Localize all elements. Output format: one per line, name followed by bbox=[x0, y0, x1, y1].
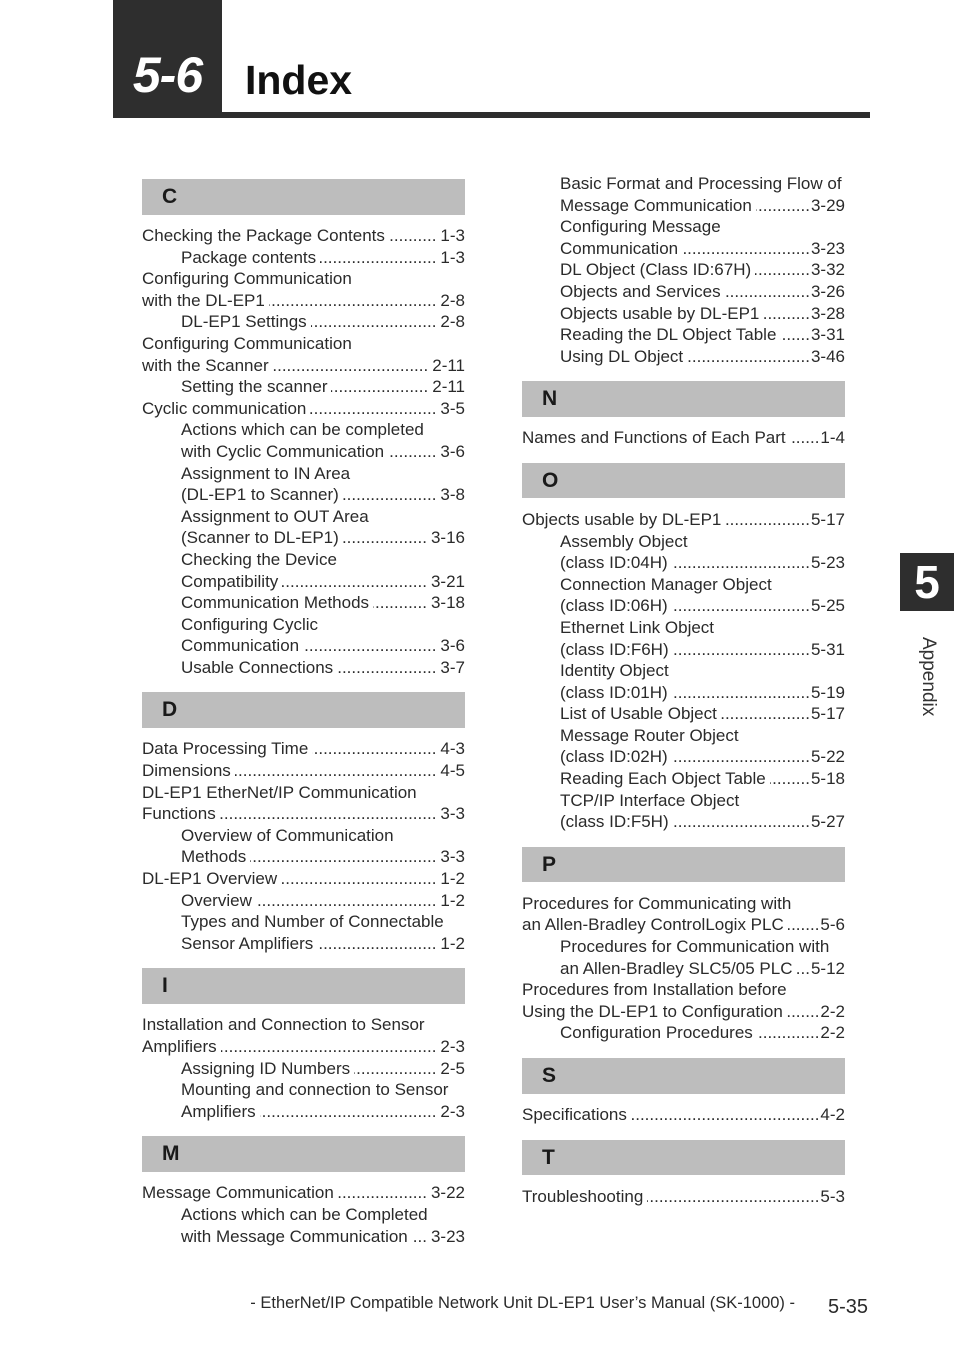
index-entry-page: 2-2 bbox=[820, 1001, 845, 1021]
index-subentry bbox=[522, 324, 845, 346]
index-entry bbox=[142, 868, 465, 890]
index-entry-page: 1-2 bbox=[440, 869, 465, 889]
index-entry-label: Using the DL-EP1 to Configuration bbox=[522, 1001, 783, 1021]
index-entry bbox=[142, 355, 465, 377]
index-entry-label: with the Scanner bbox=[142, 355, 269, 375]
section-letter-band bbox=[522, 847, 845, 883]
index-entry-label: DL-EP1 Settings bbox=[181, 312, 307, 332]
footer-page-number: 5-35 bbox=[828, 1296, 869, 1318]
index-subentry bbox=[522, 531, 845, 553]
dot-leader bbox=[310, 398, 436, 420]
index-entry-page: 3-29 bbox=[810, 195, 845, 215]
index-entry-label: Assignment to OUT Area bbox=[181, 506, 369, 526]
index-entry-label: an Allen-Bradley SLC5/05 PLC bbox=[560, 958, 793, 978]
index-subentry bbox=[142, 1058, 465, 1080]
index-subentry bbox=[142, 463, 465, 485]
index-entry-page: 1-3 bbox=[440, 226, 465, 245]
index-entry-page: 2-3 bbox=[440, 1037, 465, 1056]
index-entry-page: 5-18 bbox=[810, 769, 845, 789]
section-letter: P bbox=[542, 852, 557, 876]
index-entry-label: Procedures for Communicating with bbox=[522, 893, 792, 913]
index-entry-page: 5-22 bbox=[810, 747, 845, 767]
index-entry-page: 2-3 bbox=[440, 1101, 465, 1121]
index-entry-label: Overview of Communication bbox=[181, 825, 394, 845]
index-entry-label: List of Usable Object bbox=[560, 704, 717, 724]
index-entry-page: 3-8 bbox=[440, 485, 465, 505]
index-entry-page: 3-26 bbox=[810, 281, 845, 301]
index-entry bbox=[142, 1014, 465, 1036]
dot-leader bbox=[388, 441, 436, 463]
index-entry-label: Package contents bbox=[181, 247, 317, 267]
dot-leader bbox=[282, 571, 427, 593]
chapter-number: 5 bbox=[914, 556, 940, 608]
index-entry-page: 2-2 bbox=[820, 1023, 845, 1043]
dot-leader bbox=[311, 311, 437, 333]
dot-leader bbox=[780, 324, 810, 346]
index-subentry bbox=[142, 1101, 465, 1123]
index-entry-label: Configuring Communication bbox=[142, 269, 352, 289]
dot-leader bbox=[763, 303, 810, 325]
index-entry-label: Configuration Procedures bbox=[560, 1023, 753, 1043]
dot-leader bbox=[787, 1001, 820, 1023]
index-entry bbox=[142, 803, 465, 825]
index-subentry bbox=[142, 549, 465, 571]
index-entry-label: with the DL-EP1 bbox=[142, 290, 265, 310]
index-entry-label: with Cyclic Communication bbox=[181, 441, 385, 461]
index-group-i bbox=[142, 968, 465, 1122]
dot-leader bbox=[672, 746, 810, 768]
dot-leader bbox=[756, 195, 810, 217]
index-entry-page: 2-11 bbox=[432, 377, 465, 397]
index-entry-label: Cyclic communication bbox=[142, 398, 307, 418]
index-subentry bbox=[142, 1226, 465, 1248]
index-group-o bbox=[522, 463, 845, 833]
index-entry-label: (Scanner to DL-EP1) bbox=[181, 528, 339, 548]
dot-leader bbox=[312, 738, 436, 760]
index-entry-page: 3-6 bbox=[440, 636, 465, 656]
index-entry-label: Configuring Cyclic bbox=[181, 614, 318, 634]
index-entry-label: (class ID:02H) bbox=[560, 747, 668, 767]
index-entry-label: Assigning ID Numbers bbox=[181, 1058, 351, 1078]
index-entry-label: Communication bbox=[181, 636, 300, 656]
index-entry-label: Actions which can be completed bbox=[181, 420, 424, 440]
index-subentry bbox=[522, 216, 845, 238]
index-subentry bbox=[142, 933, 465, 955]
index-entry-label: Dimensions bbox=[142, 761, 231, 781]
index-entry-label: (class ID:F5H) bbox=[560, 812, 669, 832]
index-entry-label: (class ID:01H) bbox=[560, 682, 668, 702]
index-right-column bbox=[522, 173, 845, 1207]
dot-leader bbox=[256, 890, 437, 912]
index-entry-page: 4-2 bbox=[820, 1105, 845, 1124]
index-group-m bbox=[142, 1136, 465, 1247]
section-number: 5-6 bbox=[132, 47, 203, 103]
index-subentry bbox=[142, 657, 465, 679]
dot-leader bbox=[672, 595, 810, 617]
index-entry-label: Reading the DL Object Table bbox=[560, 325, 777, 345]
index-entry-label: Communication bbox=[560, 238, 679, 258]
index-entry-page: 5-31 bbox=[810, 639, 845, 659]
index-entry-page: 2-8 bbox=[440, 290, 465, 310]
index-entry bbox=[142, 738, 465, 760]
section-letter: T bbox=[542, 1145, 555, 1169]
index-entry-label: (DL-EP1 to Scanner) bbox=[181, 485, 339, 505]
index-entry-label: Checking the Package Contents bbox=[142, 226, 385, 245]
index-entry-page: 3-16 bbox=[430, 528, 465, 548]
index-entry bbox=[142, 782, 465, 804]
dot-leader bbox=[331, 376, 428, 398]
index-entry-page: 3-21 bbox=[430, 571, 465, 591]
dot-leader bbox=[673, 639, 810, 661]
index-entry-label: Configuring Message bbox=[560, 217, 721, 237]
index-subentry bbox=[142, 419, 465, 441]
index-subentry bbox=[142, 1204, 465, 1226]
index-entry bbox=[522, 509, 845, 531]
section-letter-band bbox=[522, 1140, 845, 1176]
dot-leader bbox=[687, 346, 810, 368]
index-entry-label: Connection Manager Object bbox=[560, 574, 772, 594]
index-subentry bbox=[142, 484, 465, 506]
section-letter: M bbox=[162, 1142, 180, 1166]
index-entry-label: DL-EP1 EtherNet/IP Communication bbox=[142, 782, 417, 802]
index-subentry bbox=[522, 725, 845, 747]
index-entry-label: Data Processing Time bbox=[142, 739, 309, 759]
dot-leader bbox=[343, 527, 427, 549]
dot-leader bbox=[220, 803, 437, 825]
index-entry-label: Objects and Services bbox=[560, 281, 721, 301]
index-entry bbox=[142, 1182, 465, 1204]
index-subentry bbox=[522, 617, 845, 639]
index-group-continued bbox=[522, 173, 845, 367]
index-entry-label: Types and Number of Connectable bbox=[181, 912, 444, 932]
index-entry-label: Basic Format and Processing Flow of bbox=[560, 174, 842, 193]
index-entry bbox=[522, 427, 845, 449]
index-subentry bbox=[522, 303, 845, 325]
index-subentry bbox=[142, 311, 465, 333]
dot-leader bbox=[796, 958, 809, 980]
dot-leader bbox=[337, 657, 436, 679]
section-letter: O bbox=[542, 468, 559, 492]
index-entry bbox=[522, 979, 845, 1001]
index-entry-label: Sensor Amplifiers bbox=[181, 933, 314, 953]
index-entry-page: 3-28 bbox=[810, 303, 845, 323]
index-entry-label: Overview bbox=[181, 890, 252, 910]
index-entry-label: Objects usable by DL-EP1 bbox=[560, 303, 760, 323]
index-group-c bbox=[142, 179, 465, 678]
index-entry-label: Assembly Object bbox=[560, 531, 688, 551]
index-entry-label: Setting the scanner bbox=[181, 377, 328, 397]
index-entry-label: Troubleshooting bbox=[522, 1186, 644, 1206]
index-subentry bbox=[522, 639, 845, 661]
dot-leader bbox=[673, 811, 810, 833]
title-rule bbox=[222, 112, 870, 118]
index-entry-page: 3-3 bbox=[440, 847, 465, 867]
index-entry-page: 5-12 bbox=[810, 958, 845, 978]
dot-leader bbox=[647, 1186, 819, 1208]
index-entry-page: 5-19 bbox=[810, 682, 845, 702]
index-entry bbox=[522, 914, 845, 936]
index-entry-page: 1-3 bbox=[440, 247, 465, 267]
dot-leader bbox=[682, 238, 810, 260]
index-subentry bbox=[142, 1079, 465, 1101]
index-subentry bbox=[522, 195, 845, 217]
index-entry-page: 4-5 bbox=[440, 761, 465, 781]
dot-leader bbox=[755, 259, 810, 281]
index-subentry bbox=[142, 635, 465, 657]
dot-leader bbox=[269, 290, 437, 312]
dot-leader bbox=[338, 1182, 427, 1204]
index-subentry bbox=[142, 571, 465, 593]
index-entry bbox=[142, 290, 465, 312]
index-entry-label: Identity Object bbox=[560, 661, 669, 681]
section-letter-band bbox=[142, 968, 465, 1004]
index-subentry bbox=[522, 346, 845, 368]
index-entry-page: 5-27 bbox=[810, 812, 845, 832]
section-letter-band bbox=[522, 1058, 845, 1094]
dot-leader bbox=[354, 1058, 436, 1080]
index-entry-page: 4-3 bbox=[440, 739, 465, 759]
index-entry-page: 3-6 bbox=[440, 441, 465, 461]
index-entry bbox=[142, 225, 465, 247]
index-subentry bbox=[522, 595, 845, 617]
index-entry-label: Message Router Object bbox=[560, 725, 739, 745]
index-subentry bbox=[142, 441, 465, 463]
index-entry-label: Assignment to IN Area bbox=[181, 463, 351, 483]
index-entry-label: (class ID:06H) bbox=[560, 596, 668, 616]
dot-leader bbox=[273, 355, 429, 377]
section-letter-band bbox=[142, 1136, 465, 1172]
index-entry-label: DL Object (Class ID:67H) bbox=[560, 260, 752, 280]
index-subentry bbox=[522, 173, 845, 195]
index-entry bbox=[142, 333, 465, 355]
dot-leader bbox=[725, 509, 810, 531]
index-subentry bbox=[522, 958, 845, 980]
index-subentry bbox=[142, 247, 465, 269]
index-entry-label: Procedures from Installation before bbox=[522, 980, 787, 1000]
index-subentry bbox=[522, 936, 845, 958]
index-subentry bbox=[142, 911, 465, 933]
index-entry-page: 2-5 bbox=[440, 1058, 465, 1078]
index-entry-page: 2-11 bbox=[432, 355, 465, 375]
dot-leader bbox=[721, 703, 810, 725]
index-entry-label: Message Communication bbox=[142, 1183, 334, 1203]
dot-leader bbox=[373, 592, 427, 614]
section-letter: C bbox=[162, 185, 178, 208]
index-entry-label: Actions which can be Completed bbox=[181, 1204, 428, 1224]
index-entry bbox=[142, 268, 465, 290]
dot-leader bbox=[788, 914, 820, 936]
index-entry-page: 3-3 bbox=[440, 804, 465, 824]
index-subentry bbox=[142, 506, 465, 528]
index-entry-label: Reading Each Object Table bbox=[560, 769, 766, 789]
index-group-n bbox=[522, 381, 845, 449]
index-subentry bbox=[522, 790, 845, 812]
index-entry-page: 3-18 bbox=[430, 593, 465, 613]
index-subentry bbox=[522, 682, 845, 704]
section-letter-band bbox=[142, 179, 465, 215]
index-entry-label: Functions bbox=[142, 804, 216, 824]
index-entry-label: DL-EP1 Overview bbox=[142, 869, 278, 889]
index-entry-page: 3-23 bbox=[810, 238, 845, 258]
dot-leader bbox=[672, 682, 810, 704]
index-entry-label: Usable Connections bbox=[181, 657, 334, 677]
index-entry-page: 3-32 bbox=[810, 260, 845, 280]
index-entry-label: Procedures for Communication with bbox=[560, 937, 830, 957]
index-entry bbox=[142, 1036, 465, 1058]
footer-manual-title: - EtherNet/IP Compatible Network Unit DL-EP1 User’s Manual (SK-1000) - bbox=[250, 1294, 795, 1312]
index-entry-page: 5-6 bbox=[820, 915, 845, 935]
dot-leader bbox=[235, 760, 437, 782]
index-entry-page: 1-4 bbox=[820, 428, 845, 448]
index-entry-page: 5-23 bbox=[810, 553, 845, 573]
index-entry-page: 3-22 bbox=[430, 1183, 465, 1203]
dot-leader bbox=[672, 552, 810, 574]
dot-leader bbox=[770, 768, 810, 790]
dot-leader bbox=[412, 1226, 427, 1248]
dot-leader bbox=[343, 484, 437, 506]
index-subentry bbox=[522, 768, 845, 790]
dot-leader bbox=[725, 281, 810, 303]
index-entry bbox=[142, 398, 465, 420]
index-entry bbox=[522, 1186, 845, 1208]
index-subentry bbox=[522, 552, 845, 574]
index-entry-page: 5-3 bbox=[820, 1186, 845, 1206]
index-entry-page: 1-2 bbox=[440, 933, 465, 953]
dot-leader bbox=[303, 635, 436, 657]
dot-leader bbox=[260, 1101, 437, 1123]
dot-leader bbox=[790, 427, 820, 449]
index-entry-label: Message Communication bbox=[560, 195, 752, 215]
index-entry-label: TCP/IP Interface Object bbox=[560, 790, 740, 810]
index-left-column bbox=[142, 179, 465, 1247]
index-group-s bbox=[522, 1058, 845, 1126]
index-entry-label: with Message Communication bbox=[181, 1226, 408, 1246]
index-entry-label: Objects usable by DL-EP1 bbox=[522, 509, 722, 529]
dot-leader bbox=[757, 1022, 820, 1044]
index-entry-label: Compatibility bbox=[181, 571, 279, 591]
page-title: Index bbox=[245, 57, 353, 103]
index-entry bbox=[522, 1104, 845, 1126]
index-entry-page: 3-46 bbox=[810, 346, 845, 366]
index-entry bbox=[522, 1001, 845, 1023]
index-entry-label: Installation and Connection to Sensor bbox=[142, 1015, 425, 1035]
index-subentry bbox=[142, 592, 465, 614]
index-subentry bbox=[142, 376, 465, 398]
index-entry-page: 2-8 bbox=[440, 312, 465, 332]
section-letter: D bbox=[162, 698, 178, 722]
index-entry-page: 3-7 bbox=[440, 657, 465, 677]
section-letter: N bbox=[542, 387, 558, 411]
index-entry-label: Specifications bbox=[522, 1105, 627, 1124]
index-entry-page: 3-31 bbox=[810, 325, 845, 345]
index-subentry bbox=[522, 746, 845, 768]
chapter-label: Appendix bbox=[918, 637, 939, 717]
index-group-d bbox=[142, 692, 465, 954]
index-entry-page: 3-23 bbox=[430, 1226, 465, 1246]
index-subentry bbox=[522, 259, 845, 281]
index-entry-label: Configuring Communication bbox=[142, 333, 352, 353]
index-entry-label: Mounting and connection to Sensor bbox=[181, 1080, 449, 1100]
dot-leader bbox=[281, 868, 436, 890]
index-entry-label: Methods bbox=[181, 847, 247, 867]
index-subentry bbox=[142, 825, 465, 847]
index-entry-label: Names and Functions of Each Part bbox=[522, 428, 786, 448]
section-letter-band bbox=[522, 381, 845, 417]
index-subentry bbox=[522, 281, 845, 303]
index-group-t bbox=[522, 1140, 845, 1208]
index-subentry bbox=[522, 574, 845, 596]
index-entry-label: an Allen-Bradley ControlLogix PLC bbox=[522, 915, 784, 935]
dot-leader bbox=[317, 933, 436, 955]
index-subentry bbox=[522, 811, 845, 833]
dot-leader bbox=[250, 846, 436, 868]
index-subentry bbox=[522, 238, 845, 260]
index-entry-page: 5-17 bbox=[810, 509, 845, 529]
index-entry-label: Amplifiers bbox=[142, 1037, 217, 1056]
section-letter-band bbox=[142, 692, 465, 728]
index-entry-page: 5-17 bbox=[810, 704, 845, 724]
dot-leader bbox=[631, 1104, 820, 1126]
section-letter-band bbox=[522, 463, 845, 499]
index-entry-page: 3-5 bbox=[440, 398, 465, 418]
index-subentry bbox=[522, 660, 845, 682]
section-letter: I bbox=[162, 974, 168, 998]
index-subentry bbox=[142, 890, 465, 912]
dot-leader bbox=[389, 225, 437, 247]
section-letter: S bbox=[542, 1064, 557, 1087]
index-entry-label: Using DL Object bbox=[560, 346, 684, 366]
index-subentry bbox=[142, 846, 465, 868]
index-entry-label: (class ID:F6H) bbox=[560, 639, 669, 659]
index-entry-label: Amplifiers bbox=[181, 1101, 256, 1121]
index-group-p bbox=[522, 847, 845, 1044]
index-subentry bbox=[522, 1022, 845, 1044]
index-entry bbox=[142, 760, 465, 782]
dot-leader bbox=[221, 1036, 437, 1058]
index-subentry bbox=[142, 614, 465, 636]
dot-leader bbox=[320, 247, 436, 269]
index-subentry bbox=[522, 703, 845, 725]
index-entry bbox=[522, 893, 845, 915]
index-entry-label: Communication Methods bbox=[181, 593, 370, 613]
index-entry-page: 1-2 bbox=[440, 890, 465, 910]
index-entry-label: Checking the Device bbox=[181, 549, 337, 569]
index-entry-page: 5-25 bbox=[810, 596, 845, 616]
index-subentry bbox=[142, 527, 465, 549]
index-entry-label: Ethernet Link Object bbox=[560, 617, 715, 637]
index-entry-label: (class ID:04H) bbox=[560, 553, 668, 573]
